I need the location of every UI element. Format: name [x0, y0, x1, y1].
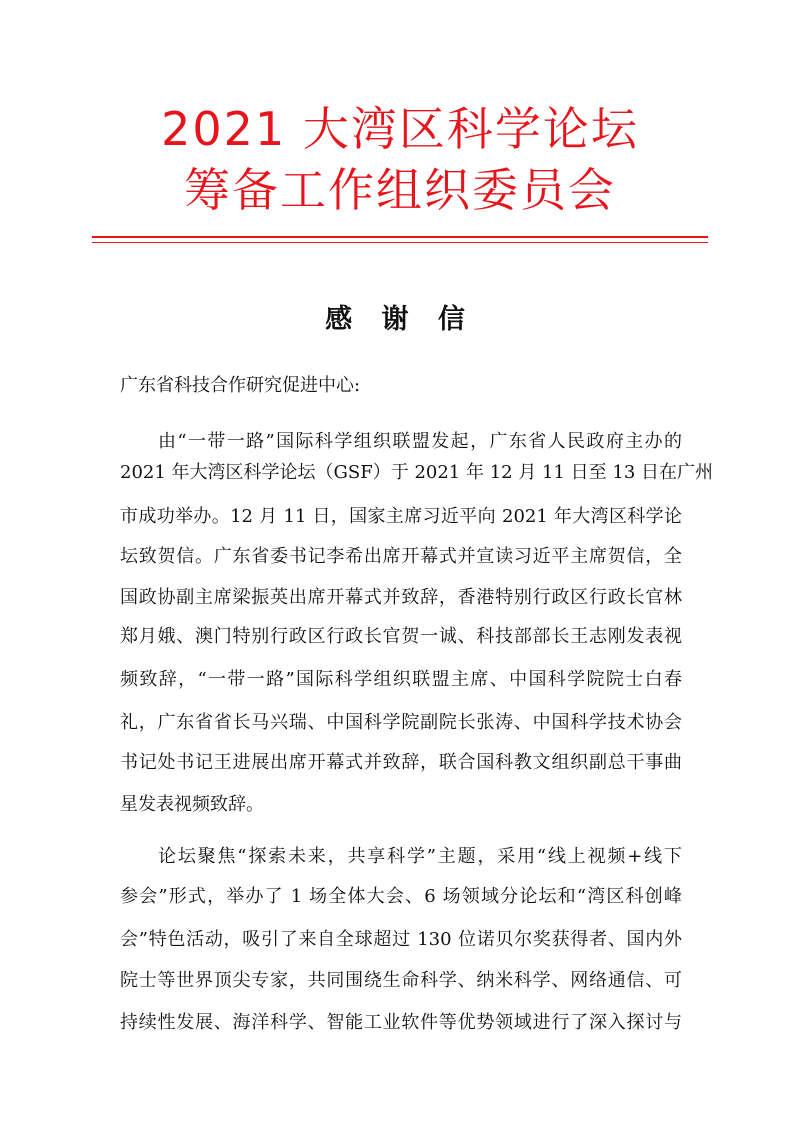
salutation: 广东省科技合作研究促进中心:	[120, 375, 361, 396]
paragraph-1-line: 由“一带一路”国际科学组织联盟发起，广东省人民政府主办的	[158, 431, 682, 452]
paragraph-1-line: 国政协副主席梁振英出席开幕式并致辞，香港特别行政区行政长官林	[120, 587, 682, 608]
letterhead-divider-thin	[92, 242, 708, 243]
paragraph-1-line: 频致辞，“一带一路”国际科学组织联盟主席、中国科学院院士白春	[120, 669, 682, 690]
paragraph-2-line: 院士等世界顶尖专家，共同围绕生命科学、纳米科学、网络通信、可	[120, 970, 682, 991]
letterhead-divider-thick	[92, 236, 708, 238]
letterhead-title-line-1: 2021 大湾区科学论坛	[161, 102, 639, 156]
paragraph-1-line: 书记处书记王进展出席开幕式并致辞，联合国科教文组织副总干事曲	[120, 752, 682, 773]
paragraph-1-line: 礼，广东省省长马兴瑞、中国科学院副院长张涛、中国科学技术协会	[120, 712, 682, 733]
paragraph-2-line: 持续性发展、海洋科学、智能工业软件等优势领域进行了深入探讨与	[120, 1012, 682, 1033]
paragraph-1-line: 星发表视频致辞。	[120, 794, 264, 815]
paragraph-1-line: 2021 年大湾区科学论坛（GSF）于 2021 年 12 月 11 日至 13 日在广州	[120, 462, 714, 483]
paragraph-2-line: 参会”形式，举办了 1 场全体大会、6 场领域分论坛和“湾区科创峰	[120, 886, 682, 907]
document-title: 感 谢 信	[325, 304, 475, 335]
paragraph-1-line: 郑月娥、澳门特别行政区行政长官贺一诚、科技部部长王志刚发表视	[120, 626, 682, 647]
paragraph-1-line: 坛致贺信。广东省委书记李希出席开幕式并宣读习近平主席贺信，全	[120, 546, 682, 567]
paragraph-2-line: 论坛聚焦“探索未来，共享科学”主题，采用“线上视频+线下	[158, 846, 682, 867]
paragraph-1-line: 市成功举办。12 月 11 日，国家主席习近平向 2021 年大湾区科学论	[120, 506, 682, 527]
letterhead-title-line-2: 筹备工作组织委员会	[184, 163, 616, 217]
paragraph-2-line: 会”特色活动，吸引了来自全球超过 130 位诺贝尔奖获得者、国内外	[120, 929, 682, 950]
